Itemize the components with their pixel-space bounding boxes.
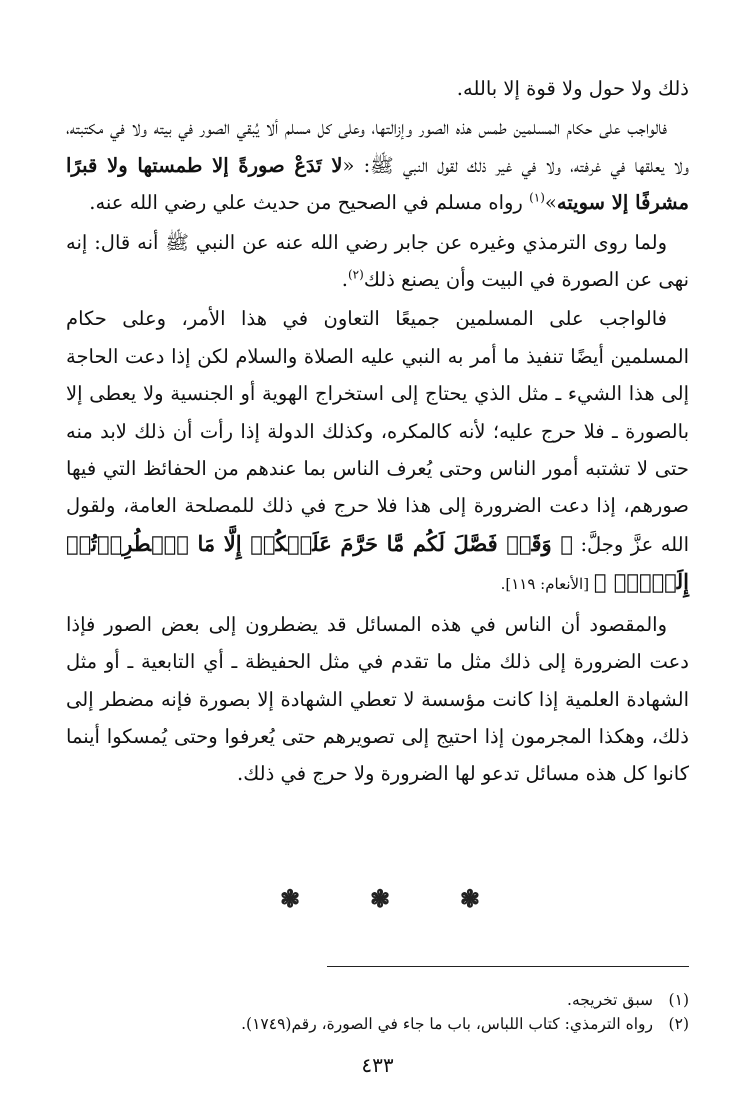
footnote-1: [66, 988, 689, 1012]
footnote-text: رواه الترمذي: كتاب اللباس، باب ما جاء في الصورة، رقم(١٧٤٩).: [241, 1015, 653, 1033]
paragraph-3-tail: .: [341, 268, 348, 292]
footnote-number: (٢): [668, 1015, 689, 1033]
star-ornament-icon: ❃: [459, 884, 480, 913]
paragraph-4-text: فالواجب على المسلمين جميعًا التعاون في هذا الأمر، وعلى حكام المسلمين أيضًا تنفيذ ما أمر به النبي عليه الصلاة والسلام لكن إذا دعت الحاجة إلى هذا الشيء ـ مثل الذي يحتاج إلى استخراج الهوية أو الجنسية ولا يعطى إلا بالصورة ـ فلا حرج عليه؛ لأنه كالمكره، وكذلك الدولة إذا رأت أن ذلك لابد منه حتى لا تشتبه أمور الناس وحتى يُعرف الناس بما عندهم من الحفائظ التي فيها صورهم، إذا دعت الضرورة إلى هذا فلا حرج في ذلك للمصلحة العامة، ولقول الله عزَّ وجلَّ:: [66, 307, 689, 556]
footnote-number: (١): [668, 991, 689, 1009]
paragraph-1: [66, 70, 689, 107]
paragraph-1-text: ذلك ولا حول ولا قوة إلا بالله.: [456, 77, 689, 100]
footnote-mark-1[interactable]: (١): [529, 190, 545, 205]
paragraph-5-text: والمقصود أن الناس في هذه المسائل قد يضطرون إلى بعض الصور فإذا دعت الضرورة إلى ذلك مثل ما تقدم في مثل الحفيظة ـ أي التابعية ـ أو مثل الشهادة العلمية إذا كانت مؤسسة لا تعطي الشهادة إلا بصورة فإنه مضطر إلى ذلك، وهكذا المجرمون إذا احتيج إلى تصويرهم حتى يُعرفوا وحتى يُمسكوا أينما كانوا كل هذه مسائل تدعو لها الضرورة ولا حرج في ذلك.: [66, 612, 689, 786]
hadith-quote: لا تَدَعْ صورةً إلا طمستها ولا قبرًا مشرفًا إلا سويته: [66, 153, 689, 215]
page-number: ٤٣٣: [361, 1053, 394, 1077]
paragraph-3: [66, 224, 689, 299]
footnotes: [66, 988, 689, 1036]
footnote-mark-2[interactable]: (٢): [347, 267, 364, 282]
paragraph-5: [66, 606, 689, 793]
footnote-2: [66, 1012, 689, 1036]
quran-verse: ﴿ وَقَدۡ فَصَّلَ لَكُم مَّا حَرَّمَ عَلَيۡكُمۡ إِلَّا مَا ٱضۡطُرِرۡتُمۡ إِلَيۡهِۗ ﴾: [66, 530, 689, 595]
paragraph-2-tail: رواه مسلم في الصحيح من حديث علي رضي الله عنه.: [89, 191, 530, 215]
paragraph-2: [66, 109, 689, 221]
paragraph-3-text: ولما روى الترمذي وغيره عن جابر رضي الله عنه عن النبي ﷺ أنه قال: إنه نهى عن الصورة في البيت وأن يصنع ذلك: [66, 230, 689, 292]
star-ornament-icon: ❃: [280, 884, 301, 913]
footnote-text: سبق تخريجه.: [567, 991, 653, 1009]
footnote-divider: [327, 966, 689, 967]
main-text: [66, 70, 689, 795]
quote-close: »: [544, 191, 557, 215]
verse-reference: [الأنعام: ١١٩].: [500, 575, 594, 594]
section-separator: [280, 884, 480, 913]
star-ornament-icon: ❃: [369, 884, 391, 913]
paragraph-4: [66, 300, 689, 603]
paragraph-2-text: فالواجب على حكام المسلمين طمس هذه الصور وإزالتها، وعلى كل مسلم ألا يُبقي الصور في بيته ولا في مكتبته، ولا يعلقها في غرفته، ولا في غير ذلك لقول النبي ﷺ: «: [66, 116, 689, 177]
